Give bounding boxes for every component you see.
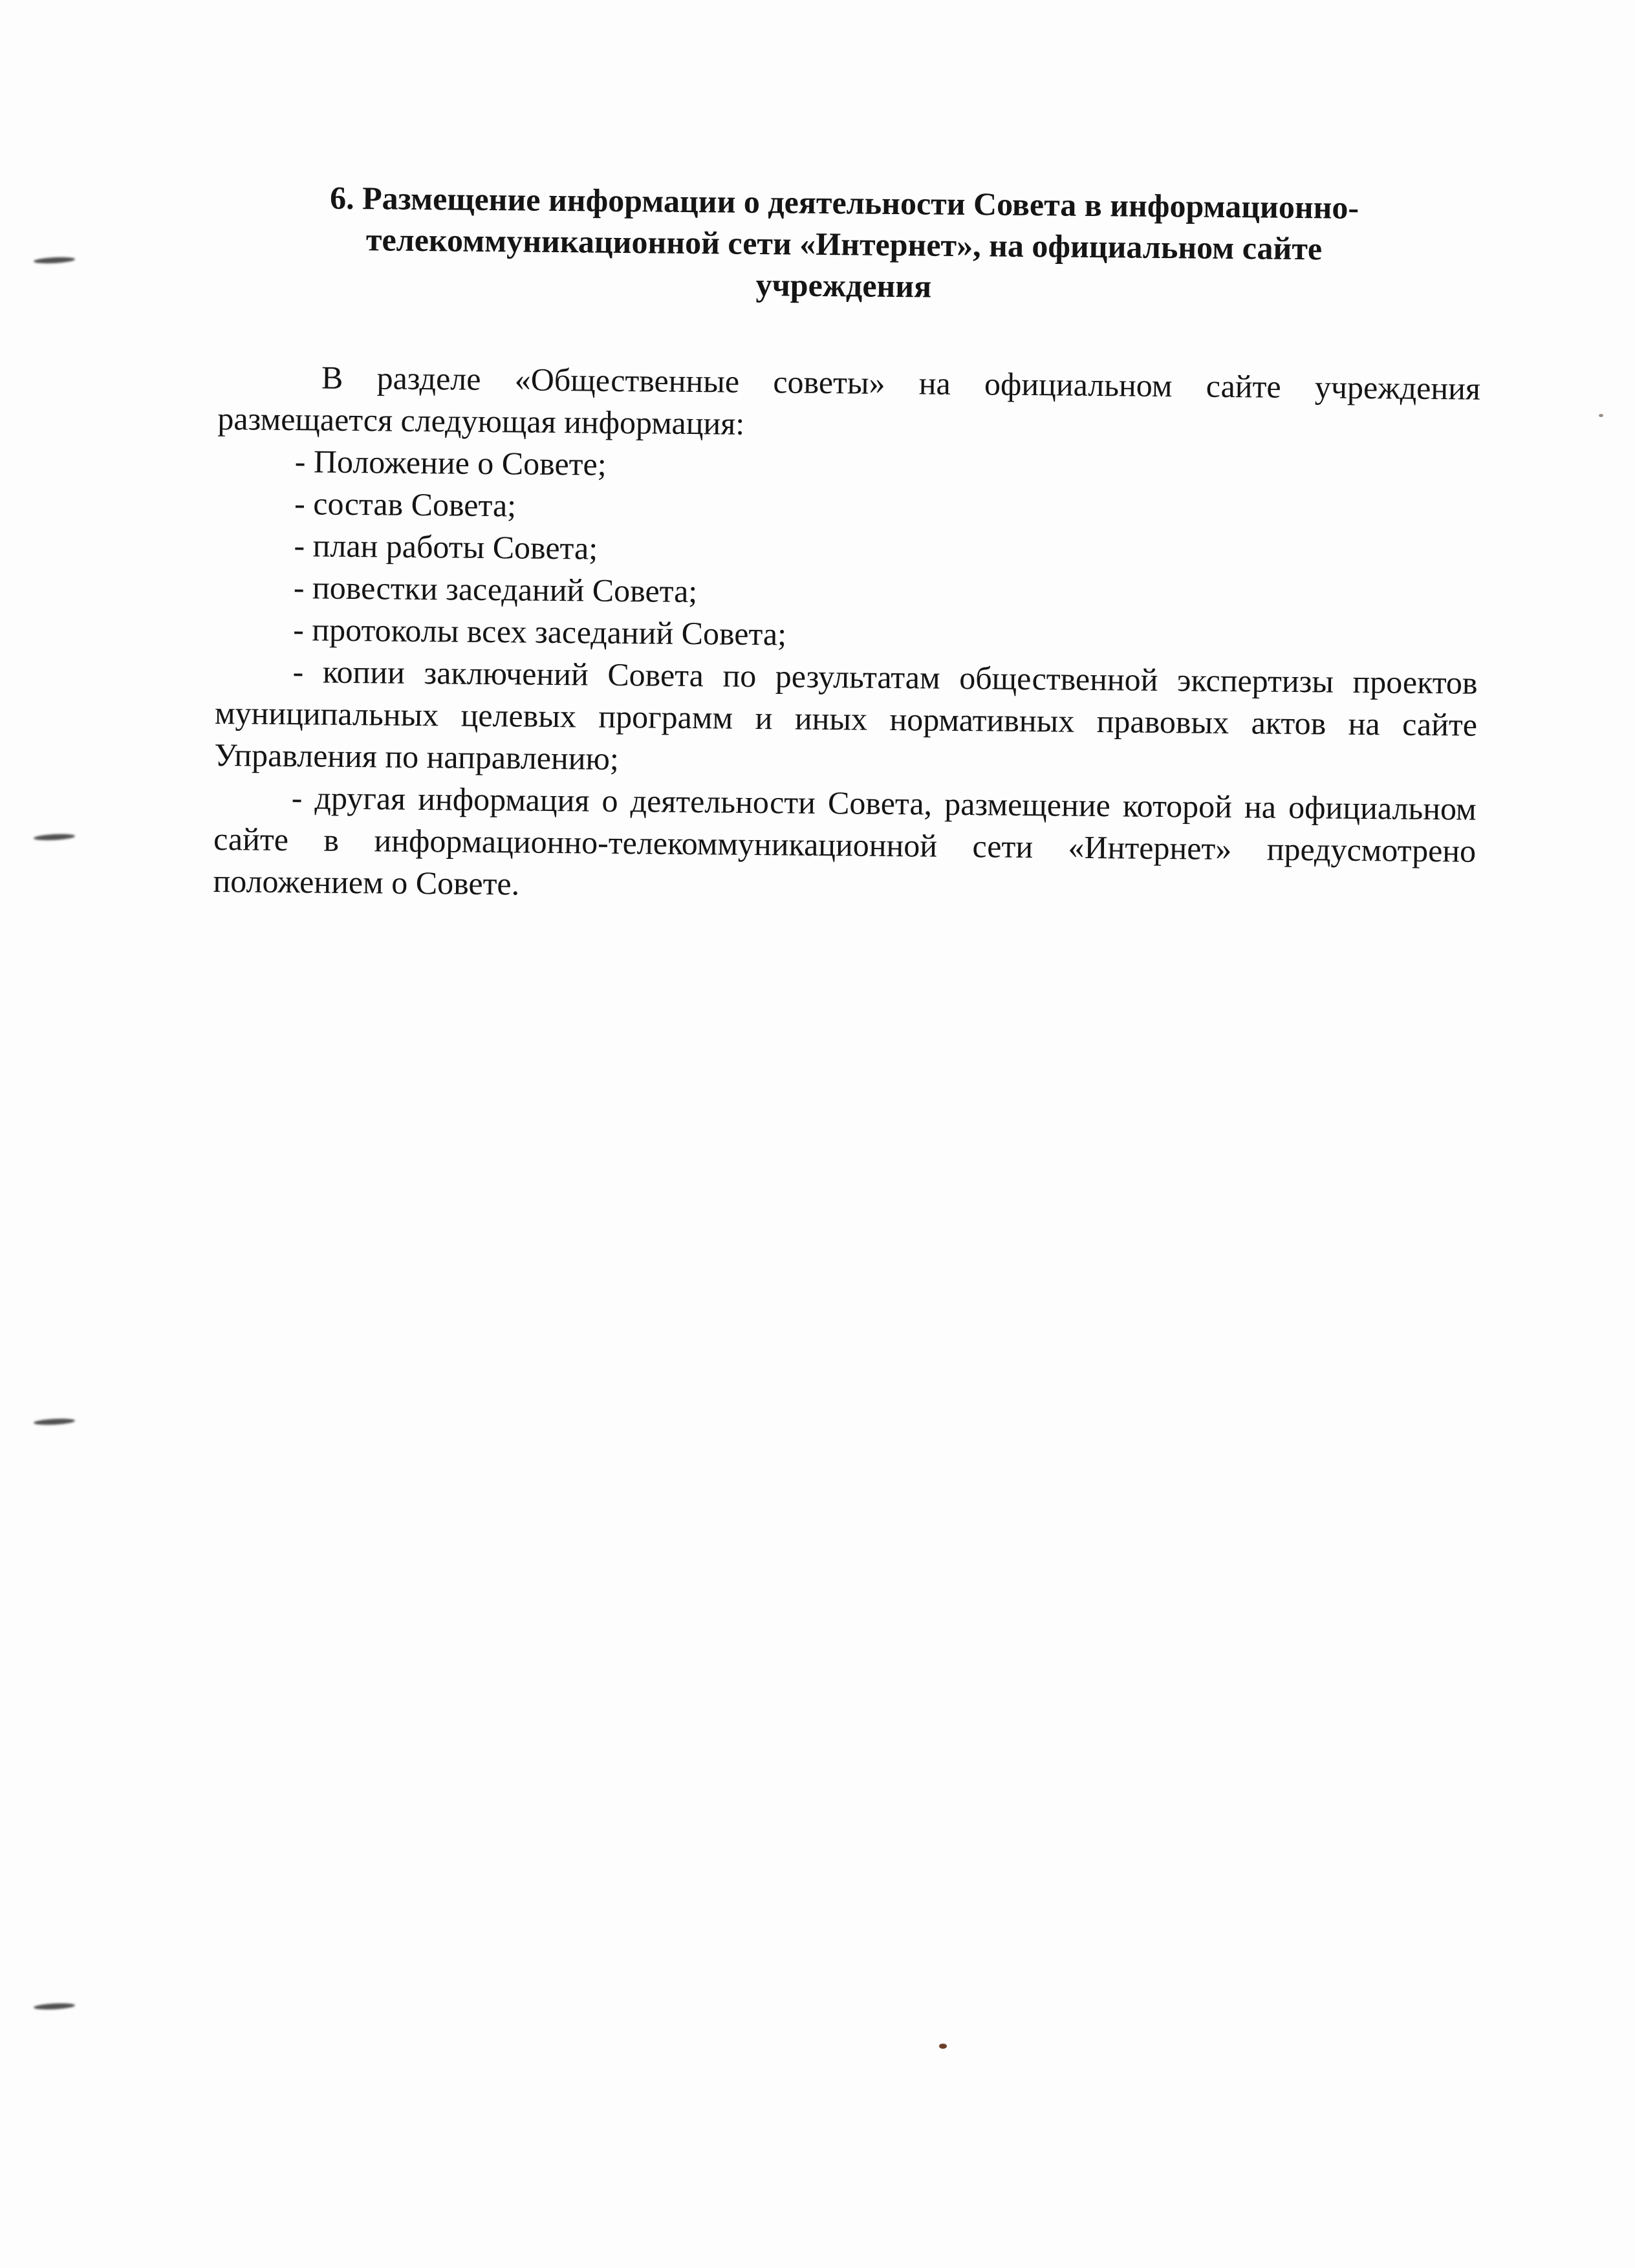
- info-list: [213, 440, 1480, 914]
- punch-hole-mark: [34, 256, 75, 264]
- document-content: [213, 176, 1482, 914]
- list-item: - состав Совета;: [294, 485, 517, 524]
- heading-line: учреждения: [755, 266, 932, 305]
- scan-speck: [1599, 414, 1603, 417]
- punch-hole-mark: [34, 1418, 75, 1425]
- list-item: - план работы Совета;: [294, 527, 598, 567]
- list-item: - повестки заседаний Совета;: [293, 569, 698, 610]
- list-item: - другая информация о деятельности Совета, размещение которой на официальном сайте в информационно-телекоммуникационной сети «Интернет» предусмотрено положением о Совете.: [213, 779, 1477, 902]
- list-item: - копии заключений Совета по результатам общественной экспертизы проектов муниципальных целевых программ и иных нормативных правовых актов на сайте Управления по направлению;: [214, 653, 1478, 777]
- scan-speck: [939, 2044, 947, 2049]
- heading-line: телекоммуникационной сети «Интернет», на официальном сайте: [365, 221, 1323, 267]
- list-item: - Положение о Совете;: [294, 443, 607, 482]
- heading-line: 6. Размещение информации о деятельности Совета в информационно-: [329, 179, 1359, 226]
- punch-hole-mark: [34, 833, 75, 841]
- intro-paragraph: В разделе «Общественные советы» на официальном сайте учреждения размещается следующая информация:: [217, 359, 1481, 442]
- section-heading: [219, 176, 1469, 312]
- document-body: [213, 356, 1480, 914]
- list-item: - протоколы всех заседаний Совета;: [293, 611, 787, 653]
- punch-hole-mark: [34, 2002, 75, 2010]
